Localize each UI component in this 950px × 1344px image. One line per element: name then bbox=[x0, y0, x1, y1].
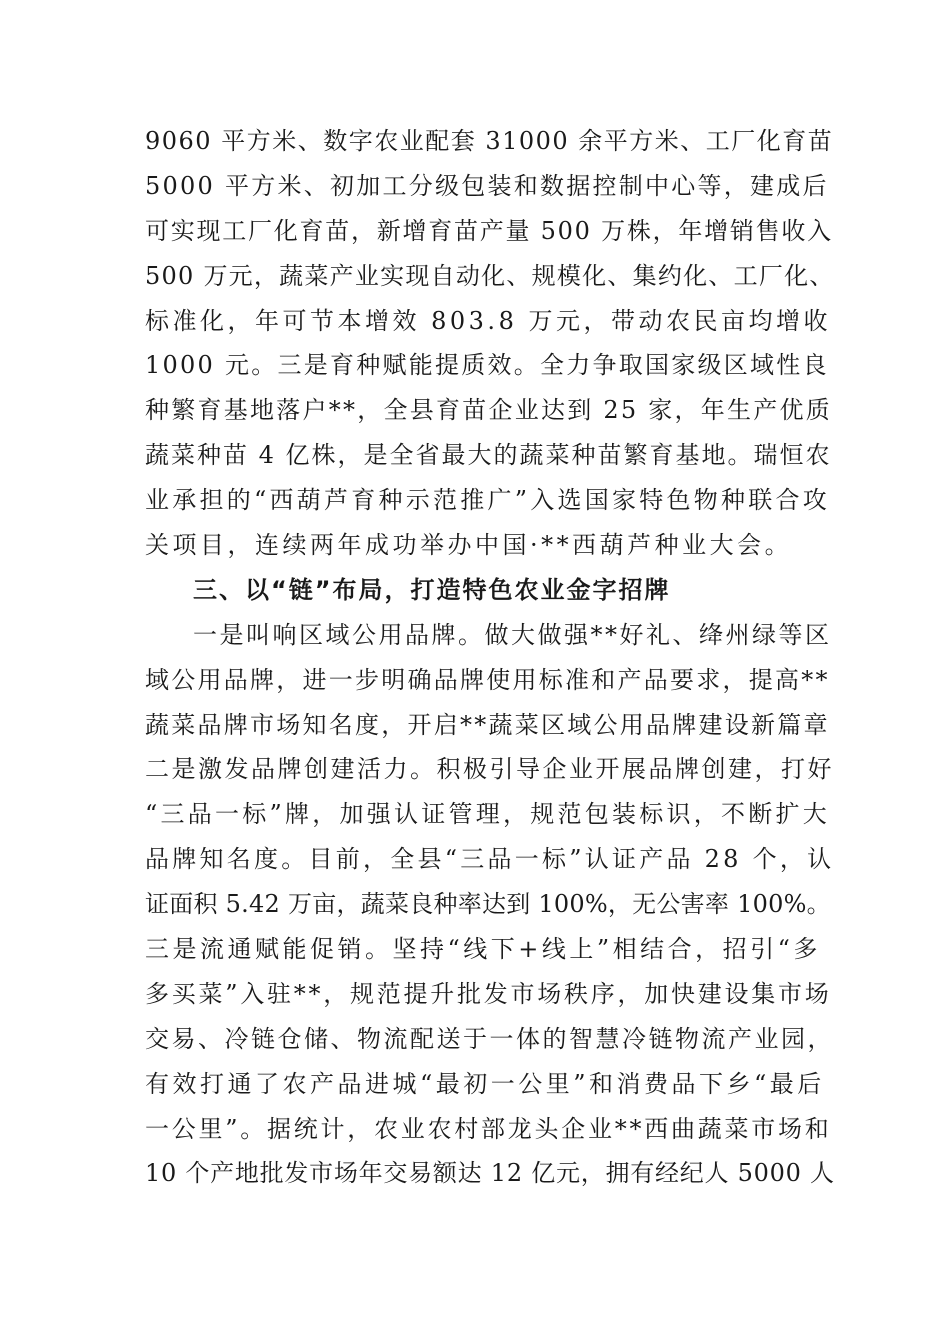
text-line: 二是激发品牌创建活力。积极引导企业开展品牌创建，打好 bbox=[145, 755, 834, 784]
text-line: 品牌知名度。目前，全县“三品一标”认证产品 28 个，认 bbox=[145, 845, 835, 874]
text-line: 有效打通了农产品进城“最初一公里”和消费品下乡“最后 bbox=[145, 1069, 825, 1098]
text-line: 种繁育基地落户**，全县育苗企业达到 25 家，年生产优质 bbox=[145, 396, 833, 425]
text-line: 1000 元。三是育种赋能提质效。全力争取国家级区域性良 bbox=[145, 351, 829, 380]
text-line: 关项目，连续两年成功举办中国·**西葫芦种业大会。 bbox=[145, 531, 793, 560]
text-line: 500 万元，蔬菜产业实现自动化、规模化、集约化、工厂化、 bbox=[145, 261, 835, 290]
text-line: 5000 平方米、初加工分级包装和数据控制中心等，建成后 bbox=[145, 171, 829, 200]
text-line: 蔬菜种苗 4 亿株，是全省最大的蔬菜种苗繁育基地。瑞恒农 bbox=[145, 441, 832, 470]
text-line: “三品一标”牌，加强认证管理，规范包装标识，不断扩大 bbox=[145, 800, 831, 829]
text-line: 三是流通赋能促销。坚持“线下+线上”相结合，招引“多 bbox=[145, 935, 821, 964]
text-line: 业承担的“西葫芦育种示范推广”入选国家特色物种联合攻 bbox=[145, 486, 831, 515]
text-line: 证面积 5.42 万亩，蔬菜良种率达到 100%，无公害率 100%。 bbox=[145, 890, 831, 919]
section-heading: 三、以“链”布局，打造特色农业金字招牌 bbox=[193, 575, 671, 604]
paragraph-first-line: 一是叫响区域公用品牌。做大做强**好礼、绛州绿等区 bbox=[193, 620, 832, 649]
text-line: 9060 平方米、数字农业配套 31000 余平方米、工厂化育苗 bbox=[145, 127, 834, 155]
text-line: 蔬菜品牌市场知名度，开启**蔬菜区域公用品牌建设新篇章 bbox=[145, 710, 830, 739]
text-line: 10 个产地批发市场年交易额达 12 亿元，拥有经纪人 5000 人 bbox=[145, 1159, 835, 1188]
text-line: 域公用品牌，进一步明确品牌使用标准和产品要求，提高** bbox=[145, 665, 830, 694]
text-line: 多买菜”入驻**，规范提升批发市场秩序，加快建设集市场 bbox=[145, 979, 832, 1008]
text-line: 交易、冷链仓储、物流配送于一体的智慧冷链物流产业园， bbox=[145, 1024, 834, 1053]
text-line: 一公里”。据统计，农业农村部龙头企业**西曲蔬菜市场和 bbox=[145, 1114, 832, 1143]
text-line: 标准化，年可节本增效 803.8 万元，带动农民亩均增收 bbox=[145, 306, 831, 335]
text-line: 可实现工厂化育苗，新增育苗产量 500 万株，年增销售收入 bbox=[145, 216, 833, 245]
document-body bbox=[145, 119, 835, 1196]
